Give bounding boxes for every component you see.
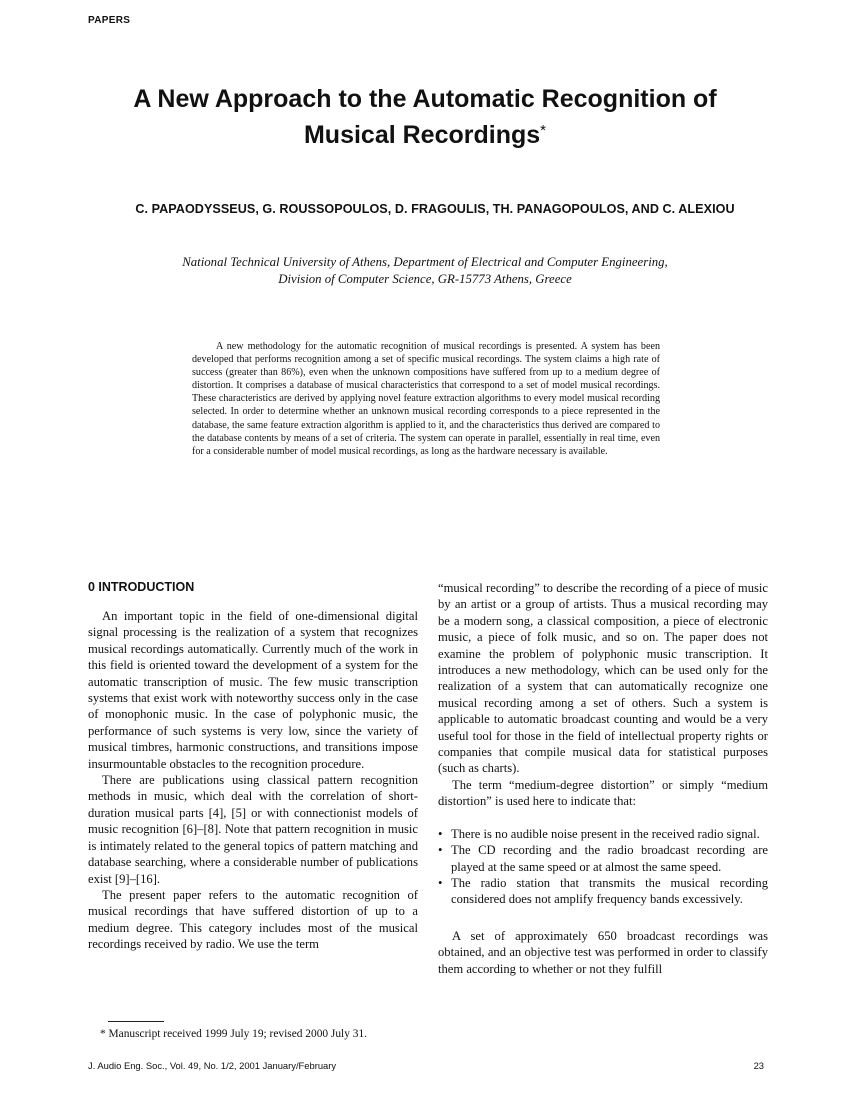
abstract: A new methodology for the automatic recognition of musical recordings is presented. A system has been developed that performs recognition among a set of specific musical recordings. The system claims a high rate of success (greater than 86%), even when the unknown compositions have suffered from up to a medium degree of distortion. It comprises a database of musical characteristics that correspond to a set of model musical recordings. These characteristics are derived by applying novel feature extraction algorithms to every model musical recording selected. In order to determine whether an unknown musical recording corresponds to a piece represented in the database, the same feature extraction algorithm is applied to it, and the characteristics thus derived are compared to the database contents by means of a set of criteria. The system can operate in parallel, essentially in real time, even for a considerable number of model musical recordings, as long as the hardware necessary is available. [192,341,660,457]
body-paragraph: “musical recording” to describe the recording of a piece of music by an artist or a group of artists. Thus a musical recording may be a modern song, a classical composition, a piece of electronic music, a piece of folk music, and so on. The paper does not examine the problem of polyphonic music transcription. It introduces a new methodology, which can be used only for the realization of a system that can automatically recognize one musical recording among a set of others. Such a system is applicable to automatic broadcast counting and would be a very useful tool for those in the field of intellectual property rights or companies that compile musical data for statistical purposes (such as charts). [438,581,768,776]
bullet-icon: • [438,826,443,841]
affiliation-line-2: Division of Computer Science, GR-15773 Athens, Greece [278,272,572,286]
affiliation [100,254,750,288]
body-paragraph: An important topic in the field of one-dimensional digital signal processing is the realization of a system that recognizes musical recordings automatically. Currently much of the work in this field is oriented toward the development of a system for the automatic transcription of music. The few music transcription systems that exist work with noteworthy success only in the case of monophonic music. In the case of polyphonic music, the performance of such systems is very low, since the variety of musical timbres, harmonic constructions, and transitions impose insurmountable obstacles to the recognition procedure. [88,609,418,771]
title-line-2-text: Musical Recordings [303,121,541,149]
author-list: C. PAPAODYSSEUS, G. ROUSSOPOULOS, D. FRAGOULIS, TH. PANAGOPOULOS, AND C. ALEXIOU [135,202,735,216]
footnote: * Manuscript received 1999 July 19; revised 2000 July 31. [100,1028,368,1040]
list-item-text: The CD recording and the radio broadcast recording are played at the same speed or at almost the same speed. [451,843,768,874]
page-number: 23 [753,1060,764,1071]
list-item [438,826,768,842]
body-paragraph: There are publications using classical pattern recognition methods in music, which deal with the correlation of short-duration musical parts [4], [5] or with connectionist models of music recognition [6]–[8]. Note that pattern recognition in music is intimately related to the general topics of pattern matching and database searching, where a considerable number of publications exist [9]–[16]. [88,773,418,886]
distortion-criteria-list [438,826,768,908]
body-paragraph: A set of approximately 650 broadcast recordings was obtained, and an objective test was performed in order to classify them according to whether or not they fulfill [438,928,768,976]
bullet-icon: • [438,843,443,858]
footnote-divider [108,1021,164,1022]
title-line-1: A New Approach to the Automatic Recognition of [133,85,717,113]
body-paragraph: The term “medium-degree distortion” or simply “medium distortion” is used here to indicate that: [438,777,768,809]
list-item [438,875,768,908]
body-paragraph: The present paper refers to the automatic recognition of musical recordings that have suffered distortion of up to a medium degree. This category includes most of the musical recordings received by radio. We use the term [88,887,418,952]
title-line-2 [60,115,790,151]
paper-title [60,84,790,151]
right-column [438,580,768,977]
section-heading: 0 INTRODUCTION [88,580,195,594]
title-footnote-marker: * [540,122,546,139]
list-item [438,842,768,875]
bullet-icon: • [438,875,443,890]
affiliation-line-1: National Technical University of Athens, Department of Electrical and Computer Engineering, [182,255,668,269]
journal-citation: J. Audio Eng. Soc., Vol. 49, No. 1/2, 2001 January/February [88,1060,337,1071]
left-column [88,580,418,953]
list-item-text: There is no audible noise present in the received radio signal. [451,826,760,841]
list-item-text: The radio station that transmits the musical recording considered does not amplify frequency bands excessively. [451,875,768,907]
section-tag: PAPERS [88,15,131,26]
